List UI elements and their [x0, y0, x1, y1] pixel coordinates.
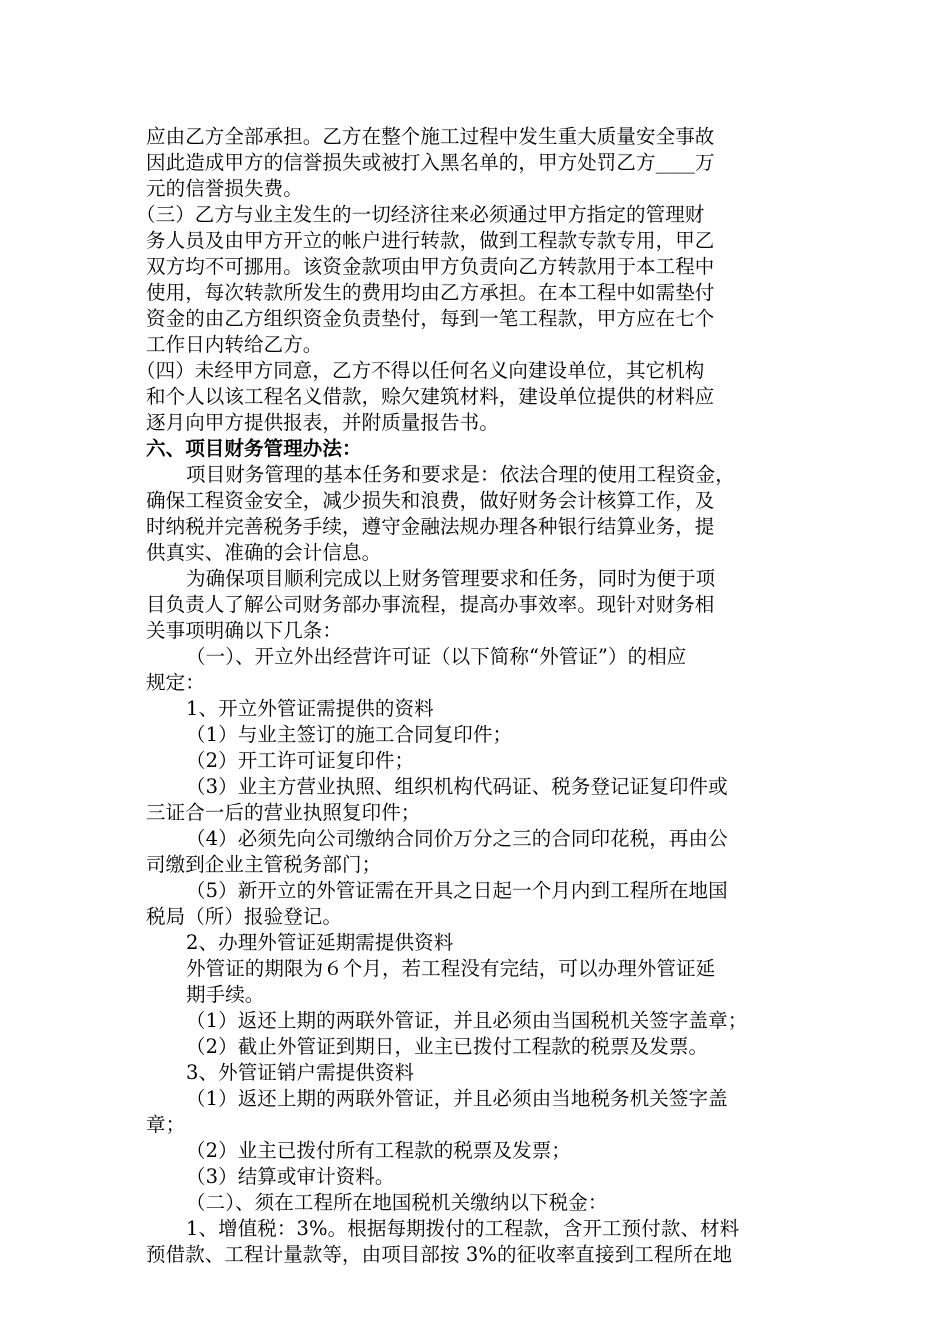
text-line: 外管证的期限为６个月，若工程没有完结，可以办理外管证延 — [186, 957, 716, 980]
text-line: 税局（所）报验登记。 — [146, 905, 343, 928]
text-line: 工作日内转给乙方。 — [146, 333, 323, 356]
text-line: （二）、须在工程所在地国税机关缴纳以下税金： — [186, 1191, 608, 1214]
text-line: 2、办理外管证延期需提供资料 — [186, 931, 454, 954]
text-line: 项目财务管理的基本任务和要求是：依法合理的使用工程资金， — [186, 463, 735, 486]
text-line: 预借款、工程计量款等，由项目部按 3%的征收率直接到工程所在地 — [146, 1243, 733, 1266]
text-line: 期手续。 — [186, 983, 265, 1006]
text-line: 1、开立外管证需提供的资料 — [186, 697, 434, 720]
text-line: 务人员及由甲方开立的帐户进行转款，做到工程款专款专用，甲乙 — [146, 229, 715, 252]
text-line: 关事项明确以下几条： — [146, 619, 343, 642]
section-heading: 六、项目财务管理办法： — [146, 437, 362, 460]
text-line: 元的信誉损失费。 — [146, 177, 303, 200]
text-line: 章； — [146, 1113, 186, 1136]
text-line: 为确保项目顺利完成以上财务管理要求和任务，同时为便于项 — [186, 567, 716, 590]
text-line: （2）业主已拨付所有工程款的税票及发票； — [186, 1139, 571, 1162]
text-line: （3）业主方营业执照、组织机构代码证、税务登记证复印件或 — [186, 775, 728, 798]
text-line: （3）结算或审计资料。 — [186, 1165, 395, 1188]
text-line: 目负责人了解公司财务部办事流程，提高办事效率。现针对财务相 — [146, 593, 715, 616]
text-line: （一）、开立外出经营许可证（以下简称“外管证”）的相应 — [186, 645, 687, 668]
text-line: 和个人以该工程名义借款，赊欠建筑材料，建设单位提供的材料应 — [146, 385, 715, 408]
text-line: 使用，每次转款所发生的费用均由乙方承担。在本工程中如需垫付 — [146, 281, 715, 304]
text-line: 资金的由乙方组织资金负责垫付，每到一笔工程款，甲方应在七个 — [146, 307, 715, 330]
text-line: 司缴到企业主管税务部门； — [146, 853, 382, 876]
text-line: （2）开工许可证复印件； — [186, 749, 415, 772]
text-line: （2）截止外管证到期日，业主已拨付工程款的税票及发票。 — [186, 1035, 709, 1058]
text-line: （4）必须先向公司缴纳合同价万分之三的合同印花税，再由公 — [186, 827, 728, 850]
text-line: （1）与业主签订的施工合同复印件； — [186, 723, 513, 746]
text-line: 应由乙方全部承担。乙方在整个施工过程中发生重大质量安全事故 — [146, 125, 715, 148]
text-line: （三）乙方与业主发生的一切经济往来必须通过甲方指定的管理财 — [136, 203, 705, 226]
text-line: 逐月向甲方提供报表，并附质量报告书。 — [146, 411, 499, 434]
text-line: 供真实、准确的会计信息。 — [146, 541, 382, 564]
text-line: （5）新开立的外管证需在开具之日起一个月内到工程所在地国 — [186, 879, 728, 902]
text-line: 确保工程资金安全，减少损失和浪费，做好财务会计核算工作，及 — [146, 489, 715, 512]
text-line: （1）返还上期的两联外管证，并且必须由当国税机关签字盖章； — [186, 1009, 748, 1032]
text-line: 3、外管证销户需提供资料 — [186, 1061, 415, 1084]
text-line: （1）返还上期的两联外管证，并且必须由当地税务机关签字盖 — [186, 1087, 728, 1110]
text-line: 1、增值税：3%。根据每期拨付的工程款，含开工预付款、材料 — [186, 1217, 740, 1240]
text-line: 双方均不可挪用。该资金款项由甲方负责向乙方转款用于本工程中 — [146, 255, 715, 278]
text-line: 时纳税并完善税务手续，遵守金融法规办理各种银行结算业务，提 — [146, 515, 715, 538]
text-line: 三证合一后的营业执照复印件； — [146, 801, 421, 824]
text-line: （四）未经甲方同意，乙方不得以任何名义向建设单位，其它机构 — [136, 359, 705, 382]
text-line: 因此造成甲方的信誉损失或被打入黑名单的，甲方处罚乙方____万 — [146, 151, 715, 174]
text-line: 规定： — [146, 671, 205, 694]
